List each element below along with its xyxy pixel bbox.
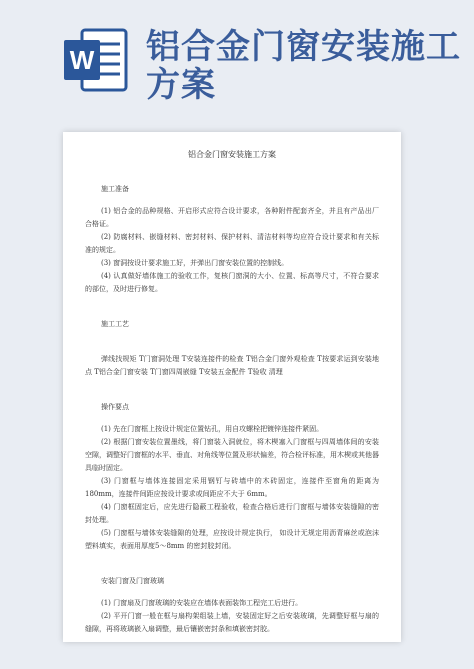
paragraph: (4) 认真做好墙体施工的验收工作，复核门窗洞的大小、位置、标高等尺寸，不符合要求的部位，及时进行修复。 (85, 272, 379, 293)
paragraph: (1) 门窗扇及门窗玻璃的安装应在墙体表面装饰工程完工后进行。 (101, 599, 303, 607)
section-heading: 施工工艺 (101, 320, 129, 328)
paragraph: 弹线找规矩 T门窗洞处理 T安装连接件的检查 T铝合金门窗外观检查 T按要求运到安装地点 T铝合金门窗安装 T门窗四周嵌缝 T安装五金配件 T验收 清理 (85, 355, 379, 376)
document-body (85, 132, 379, 636)
document-title: 铝合金门窗安装施工方案 (188, 150, 276, 159)
hero-title: 铝合金门窗安装施工方案 (146, 27, 461, 105)
word-document-icon (62, 26, 130, 94)
paragraph: (1) 先在门窗框上按设计规定位置钻孔，用自攻螺栓把镀锌连接件紧固。 (101, 425, 324, 433)
paragraph: (2) 防腐材料、嵌缝材料、密封材料、保护材料、清洁材料等均应符合设计要求和有关标准的规定。 (85, 233, 379, 254)
paragraph: (1) 铝合金的品种规格、开启形式应符合设计要求，各种附件配套齐全，并且有产品出厂合格证。 (85, 207, 379, 228)
document-page (63, 132, 401, 642)
paragraph: (2) 平开门窗一般在框与扇构架组装上墙，安装固定好之后安装玻璃，先调整好框与扇的缝隙，再将玻璃嵌入扇调整，最后镶嵌密封条和填嵌密封胶。 (85, 612, 379, 633)
word-icon-letter: W (69, 45, 95, 75)
paragraph: (4) 门窗框固定后，应先进行隐蔽工程验收，检查合格后进行门窗框与墙体安装缝隙的密封处理。 (85, 503, 379, 524)
paragraph: (2) 根据门窗安装位置墨线，将门窗装入洞就位，将木楔塞入门窗框与四周墙体间的安装空隙，调整好门窗框的水平、垂直、对角线等位置及形状偏差，符合检评标准，用木楔或其他器具临时固定。 (85, 438, 379, 472)
paragraph: (3) 门窗框与墙体连接固定采用钢钉与砖墙中的木砖固定，连接件至窗角的距离为 180mm，连接件间距应按设计要求或间距应不大于 6mm。 (85, 477, 379, 498)
section-heading: 操作要点 (101, 403, 129, 411)
paragraph: (5) 门窗框与墙体安装缝隙的处理，应按设计规定执行， 如设计无规定用沥青麻丝或泡沫塑料填实，表面用厚度5～8mm 的密封胶封闭。 (85, 529, 379, 550)
page-header (0, 0, 474, 118)
section-heading: 施工准备 (101, 185, 129, 193)
paragraph: (3) 窗洞按设计要求施工好，并弹出门窗安装位置的控制线。 (101, 259, 289, 267)
section-heading: 安装门窗及门窗玻璃 (101, 577, 164, 585)
